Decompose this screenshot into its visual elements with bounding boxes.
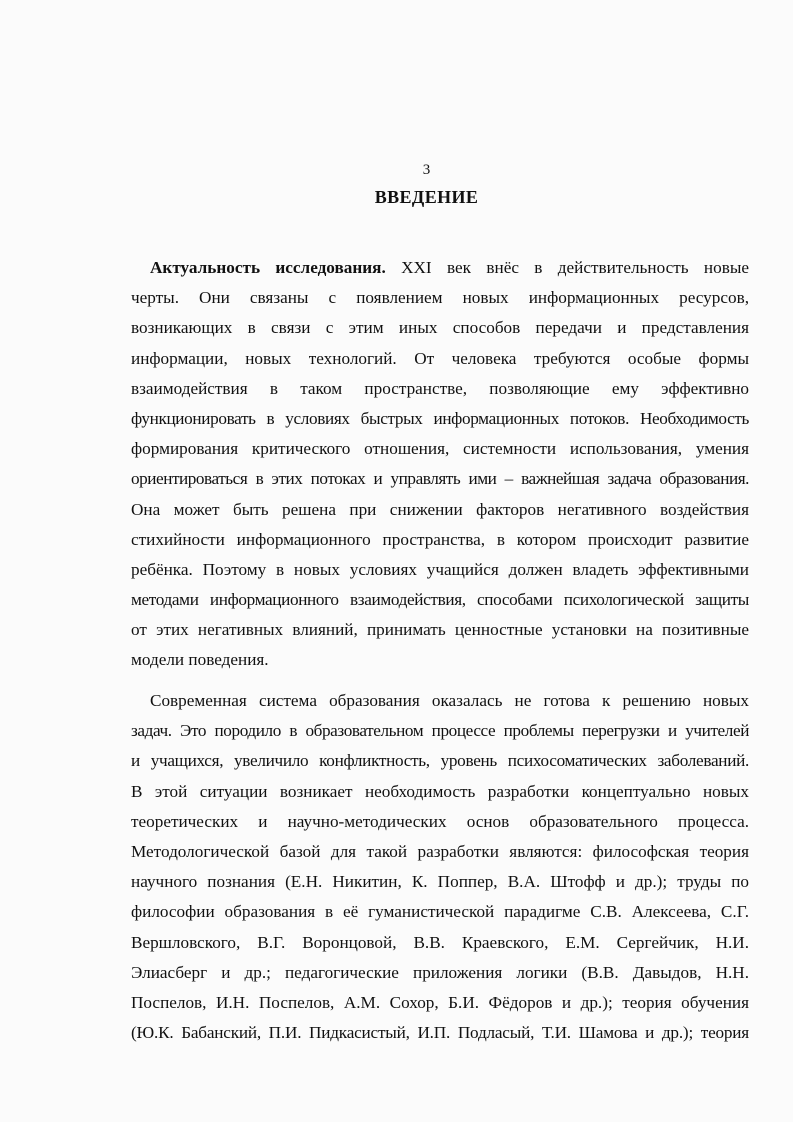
text-line: Современная система образования оказалась не готова к решению новых (150, 691, 749, 710)
text-line: Методологической базой для такой разработки являются: философская теория (131, 841, 749, 861)
text-line: Элиасберг и др.; педагогические приложения логики (В.В. Давыдов, Н.Н. (131, 962, 749, 982)
text-line: методами информационного взаимодействия, способами психологической защиты (131, 590, 749, 610)
text-line: Поспелов, И.Н. Поспелов, А.М. Сохор, Б.И. Фёдоров и др.); теория обучения (131, 992, 749, 1012)
text-line: В этой ситуации возникает необходимость разработки концептуально новых (131, 781, 749, 801)
text-line: философии образования в её гуманистической парадигме С.В. Алексеева, С.Г. (131, 902, 749, 922)
text-line: научного познания (Е.Н. Никитин, К. Поппер, В.А. Штофф и др.); труды по (131, 872, 749, 892)
text-line: возникающих в связи с этим иных способов передачи и представления (131, 318, 749, 338)
text-line: ребёнка. Поэтому в новых условиях учащийся должен владеть эффективными (131, 559, 749, 579)
text-line: функционировать в условиях быстрых информационных потоков. Необходимость (131, 408, 749, 428)
text-line: Вершловского, В.Г. Воронцовой, В.В. Краевского, Е.М. Сергейчик, Н.И. (131, 932, 749, 952)
text-line: черты. Они связаны с появлением новых информационных ресурсов, (131, 288, 749, 308)
text-line: задач. Это породило в образовательном процессе проблемы перегрузки и учителей (131, 721, 749, 741)
text-line: (Ю.К. Бабанский, П.И. Пидкасистый, И.П. Подласый, Т.И. Шамова и др.); теория (131, 1023, 749, 1043)
text-line-rest: XXI век внёс в действительность новые (385, 258, 750, 277)
text-line: стихийности информационного пространства, в котором происходит развитие (131, 529, 749, 549)
text-line: Она может быть решена при снижении факторов негативного воздействия (131, 499, 749, 519)
paragraph-methodology (131, 686, 749, 1048)
text-line: и учащихся, увеличило конфликтность, уровень психосоматических заболеваний. (131, 751, 749, 771)
page-number: 3 (422, 162, 431, 178)
paragraph-relevance (131, 253, 749, 676)
page-title: ВВЕДЕНИЕ (374, 187, 479, 207)
paragraph-lead: Актуальность исследования. (150, 258, 386, 277)
text-line: модели поведения. (131, 650, 269, 670)
text-line: информации, новых технологий. От человека требуются особые формы (131, 348, 749, 368)
text-line: ориентироваться в этих потоках и управлять ими – важнейшая задача образования. (131, 469, 749, 489)
text-line: формирования критического отношения, системности использования, умения (131, 439, 749, 459)
text-line: взаимодействия в таком пространстве, позволяющие ему эффективно (131, 378, 749, 398)
text-line (131, 253, 749, 283)
text-line: теоретических и научно-методических основ образовательного процесса. (131, 811, 749, 831)
text-line: от этих негативных влияний, принимать ценностные установки на позитивные (131, 620, 749, 640)
